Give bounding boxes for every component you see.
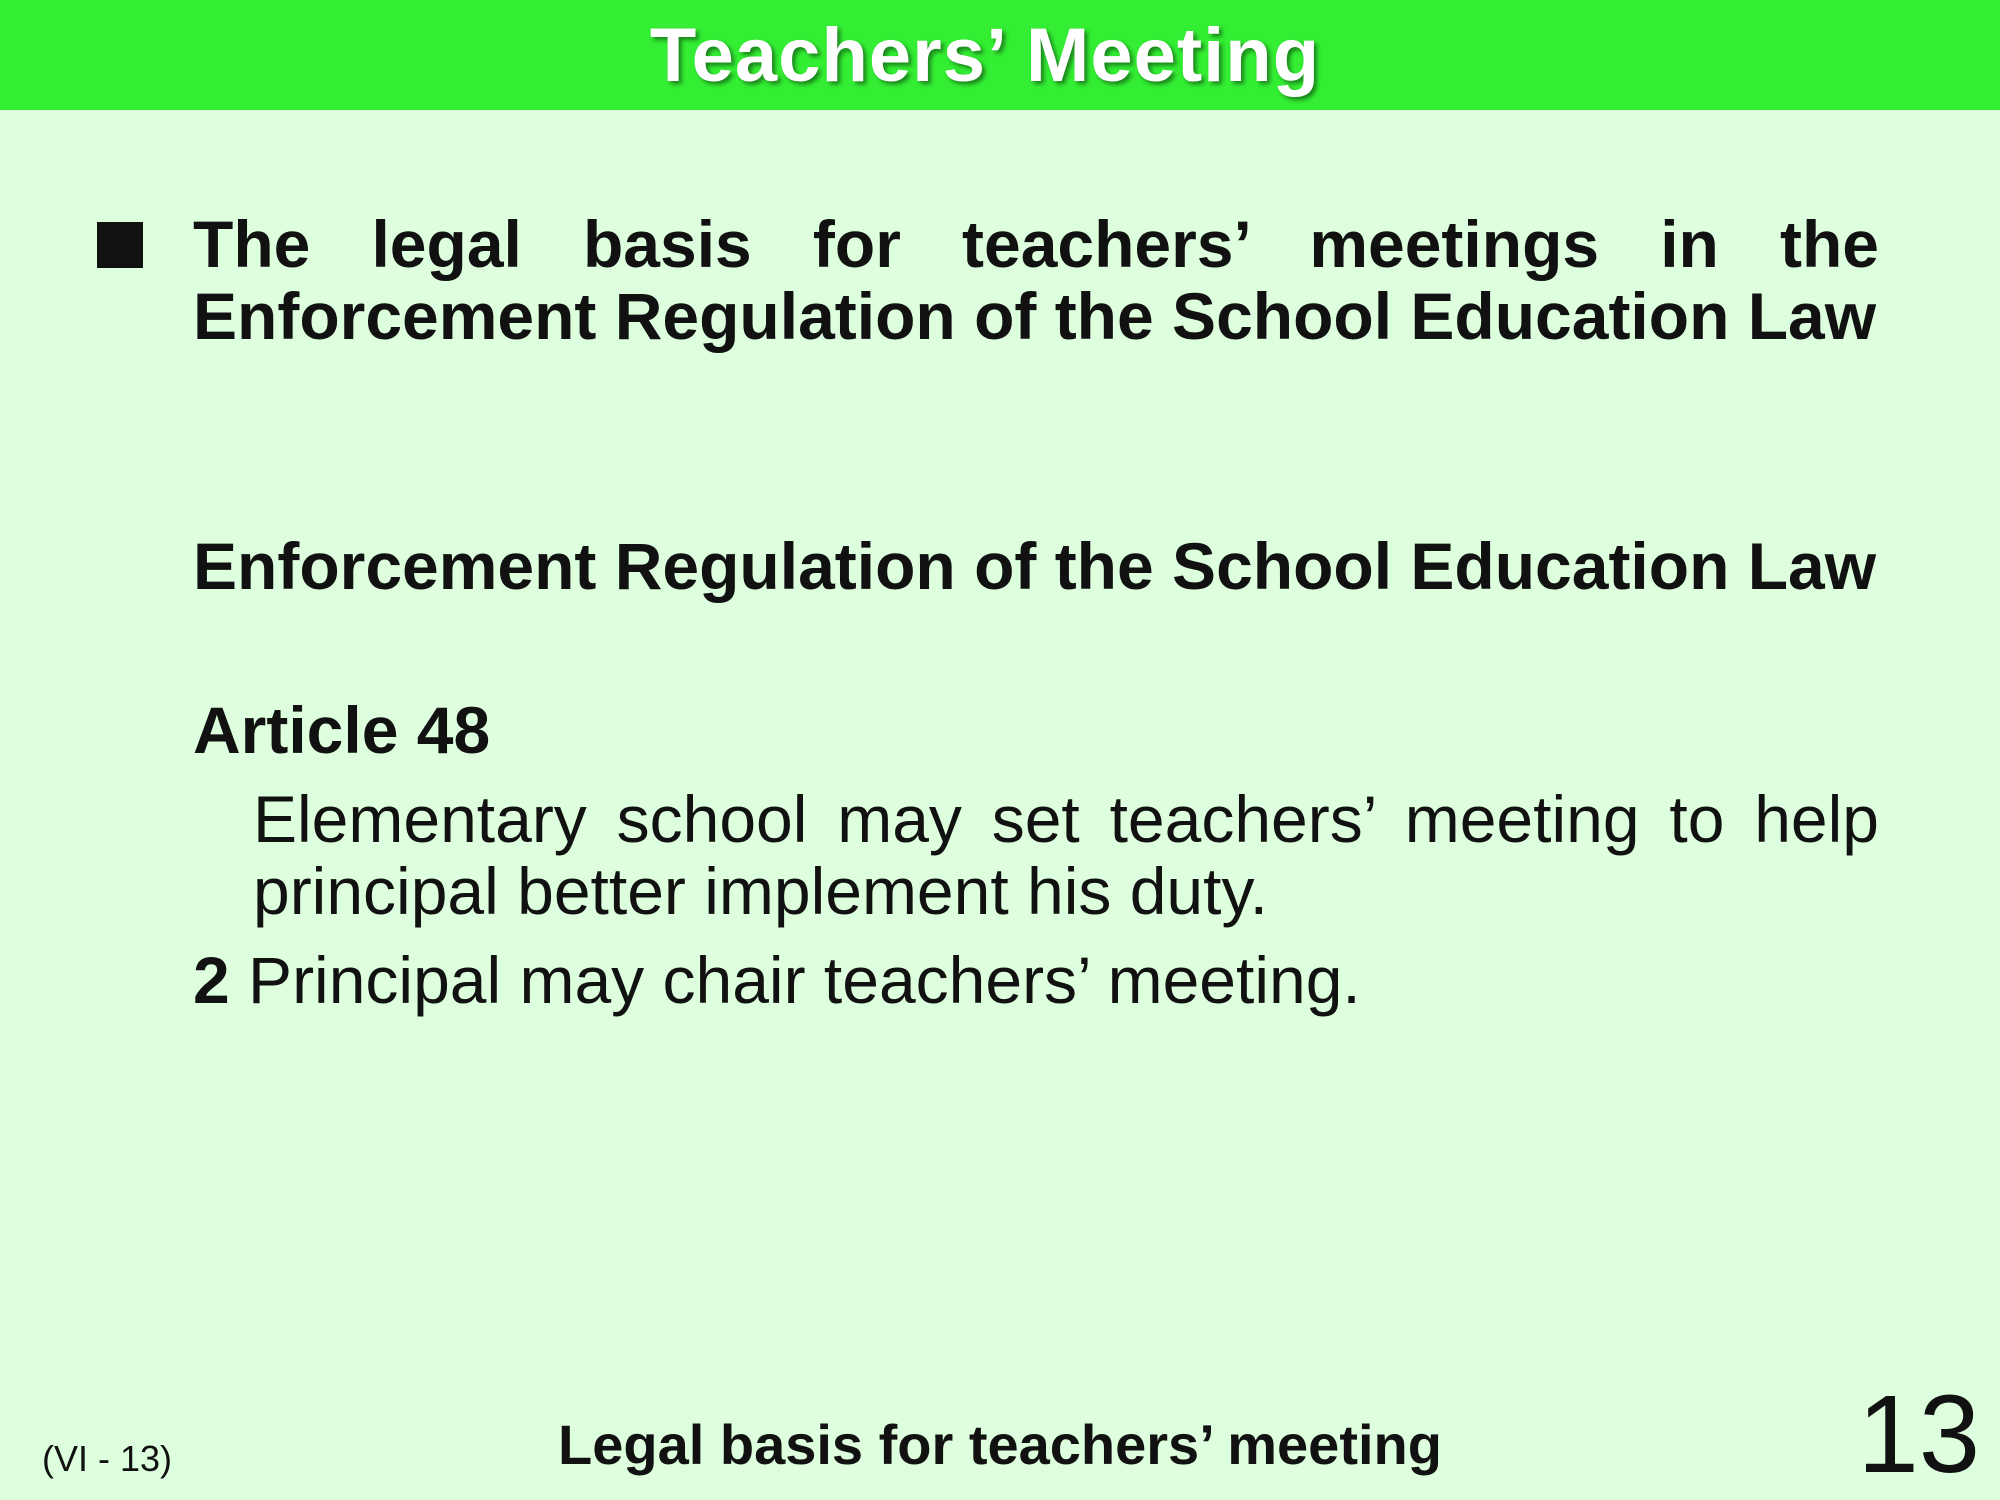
footer-caption: Legal basis for teachers’ meeting <box>558 1413 1442 1476</box>
slide-title: Teachers’ Meeting <box>649 12 1321 98</box>
article-paragraph: Elementary school may set teachers’ meeting to help principal better implement his duty. <box>253 782 1879 928</box>
item-number: 2 <box>193 943 230 1017</box>
regulation-title: Enforcement Regulation of the School Education Law <box>193 529 1877 603</box>
bullet-square-icon <box>97 222 143 268</box>
item-text: Principal may chair teachers’ meeting. <box>229 943 1361 1017</box>
footer-reference: (VI - 13) <box>42 1438 173 1479</box>
article-item-2 <box>193 944 1361 1016</box>
lead-text: The legal basis for teachers’ meetings in the Enforcement Regulation of the School Education Law <box>193 207 1879 353</box>
article-heading: Article 48 <box>193 693 491 767</box>
page-number: 13 <box>1857 1373 1980 1496</box>
title-bar <box>0 0 2000 110</box>
